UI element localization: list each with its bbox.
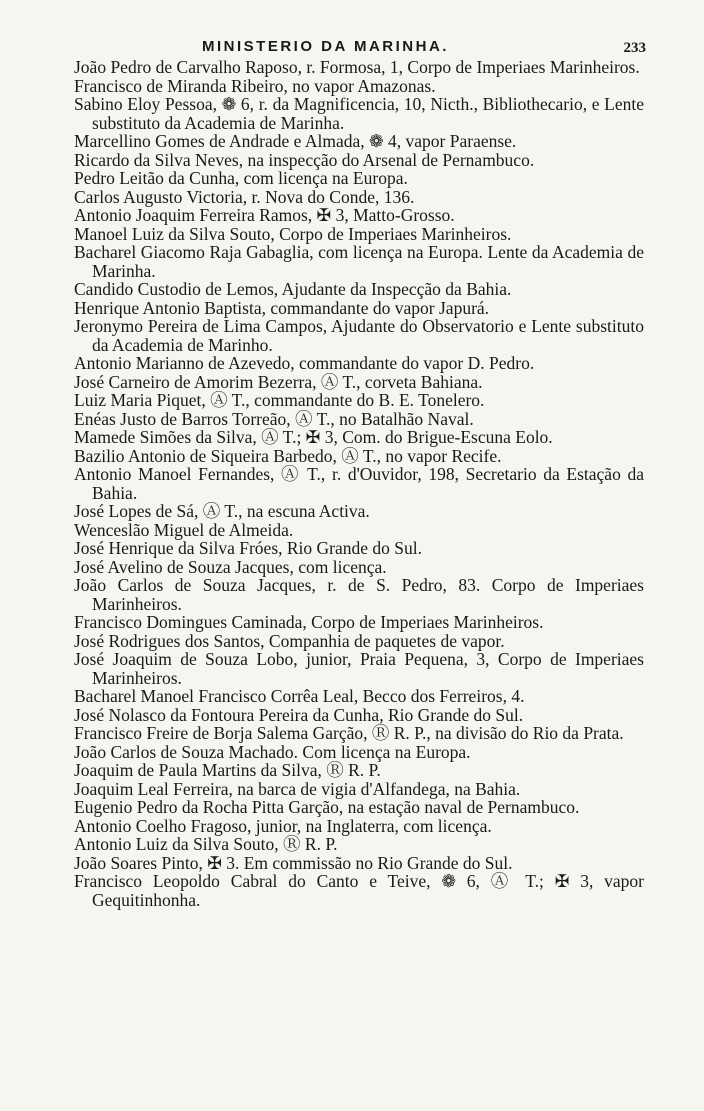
officer-list: [74, 58, 644, 909]
list-item: Eugenio Pedro da Rocha Pitta Garção, na estação naval de Pernambuco.: [74, 797, 580, 817]
list-item: João Carlos de Souza Machado. Com licença na Europa.: [74, 741, 471, 762]
list-item: Antonio Manoel Fernandes, Ⓐ T., r. d'Ouvidor, 198, Secretario da Estação da Bahia.: [74, 464, 644, 503]
list-item: José Rodrigues dos Santos, Companhia de paquetes de vapor.: [74, 630, 505, 651]
list-item: Ricardo da Silva Neves, na inspecção do Arsenal de Pernambuco.: [74, 149, 535, 170]
list-item: Candido Custodio de Lemos, Ajudante da Inspecção da Bahia.: [74, 279, 512, 299]
page-header: [74, 30, 644, 56]
list-item: Jeronymo Pereira de Lima Campos, Ajudante do Observatorio e Lente substituto da Academia de Marinho.: [74, 316, 644, 355]
list-item: Antonio Joaquim Ferreira Ramos, ✠ 3, Matto-Grosso.: [74, 205, 455, 225]
page-number: 233: [623, 40, 646, 56]
list-item: Manoel Luiz da Silva Souto, Corpo de Imperiaes Marinheiros.: [74, 223, 512, 244]
list-item: Mamede Simões da Silva, Ⓐ T.; ✠ 3, Com. do Brigue-Escuna Eolo.: [74, 427, 553, 447]
list-item: José Avelino de Souza Jacques, com licença.: [74, 556, 387, 577]
list-item: Carlos Augusto Victoria, r. Nova do Conde, 136.: [74, 186, 415, 207]
list-item: Francisco de Miranda Ribeiro, no vapor Amazonas.: [74, 75, 436, 96]
list-item: Henrique Antonio Baptista, commandante do vapor Japurá.: [74, 297, 490, 318]
list-item: Pedro Leitão da Cunha, com licença na Europa.: [74, 168, 408, 188]
list-item: Francisco Leopoldo Cabral do Canto e Teive, ❁ 6, Ⓐ T.; ✠ 3, vapor Gequitinhonha.: [74, 871, 644, 910]
list-item: Antonio Coelho Fragoso, junior, na Inglaterra, com licença.: [74, 815, 492, 836]
list-item: João Soares Pinto, ✠ 3. Em commissão no Rio Grande do Sul.: [74, 852, 513, 873]
list-item: Wenceslão Miguel de Almeida.: [74, 519, 294, 540]
list-item: João Carlos de Souza Jacques, r. de S. Pedro, 83. Corpo de Imperiaes Marinheiros.: [74, 575, 644, 614]
list-item: José Henrique da Silva Fróes, Rio Grande do Sul.: [74, 538, 423, 558]
list-item: Francisco Freire de Borja Salema Garção, Ⓡ R. P., na divisão do Rio da Prata.: [74, 723, 624, 743]
list-item: Bacharel Giacomo Raja Gabaglia, com licença na Europa. Lente da Academia de Marinha.: [74, 242, 644, 281]
list-item: Luiz Maria Piquet, Ⓐ T., commandante do B. E. Tonelero.: [74, 390, 485, 410]
list-item: Antonio Marianno de Azevedo, commandante do vapor D. Pedro.: [74, 353, 535, 373]
list-item: José Joaquim de Souza Lobo, junior, Praia Pequena, 3, Corpo de Imperiaes Marinheiros.: [74, 649, 644, 688]
list-item: Bazilio Antonio de Siqueira Barbedo, Ⓐ T., no vapor Recife.: [74, 445, 502, 466]
running-title: MINISTERIO DA MARINHA.: [202, 38, 449, 55]
list-item: Bacharel Manoel Francisco Corrêa Leal, Becco dos Ferreiros, 4.: [74, 686, 525, 706]
list-item: José Lopes de Sá, Ⓐ T., na escuna Activa.: [74, 501, 370, 521]
list-item: Sabino Eloy Pessoa, ❁ 6, r. da Magnificencia, 10, Nicth., Bibliothecario, e Lente substituto da Academia de Marinha.: [74, 94, 644, 133]
list-item: Enéas Justo de Barros Torreão, Ⓐ T., no Batalhão Naval.: [74, 408, 474, 429]
list-item: José Nolasco da Fontoura Pereira da Cunha, Rio Grande do Sul.: [74, 704, 524, 725]
list-item: Joaquim Leal Ferreira, na barca de vigia d'Alfandega, na Bahia.: [74, 778, 521, 799]
list-item: Marcellino Gomes de Andrade e Almada, ❁ 4, vapor Paraense.: [74, 131, 517, 151]
list-item: Joaquim de Paula Martins da Silva, Ⓡ R. P.: [74, 760, 381, 780]
list-item: Francisco Domingues Caminada, Corpo de Imperiaes Marinheiros.: [74, 612, 544, 632]
list-item: Antonio Luiz da Silva Souto, Ⓡ R. P.: [74, 834, 338, 854]
list-item: José Carneiro de Amorim Bezerra, Ⓐ T., corveta Bahiana.: [74, 371, 483, 392]
list-item: João Pedro de Carvalho Raposo, r. Formosa, 1, Corpo de Imperiaes Marinheiros.: [74, 57, 640, 77]
